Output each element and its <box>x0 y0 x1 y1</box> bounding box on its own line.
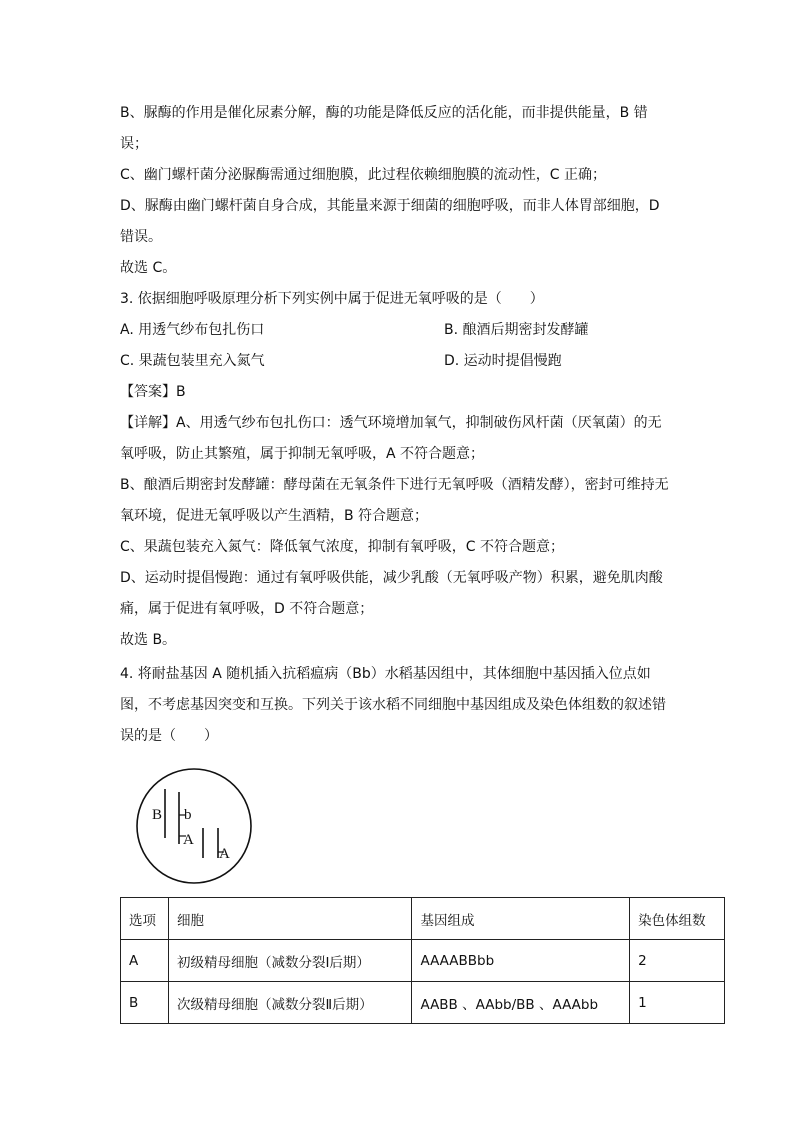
q3-explanation-6: D、运动时提倡慢跑：通过有氧呼吸供能，减少乳酸（无氧呼吸产物）积累，避免肌肉酸 <box>120 570 663 586</box>
chromosome-diagram <box>134 766 254 886</box>
q3-explanation-3: B、酿酒后期密封发酵罐：酵母菌在无氧条件下进行无氧呼吸（酒精发酵），密封可维持无 <box>120 477 669 493</box>
label-A-1: A <box>183 832 194 848</box>
q3-option-b: B. 酿酒后期密封发酵罐 <box>444 322 589 338</box>
q3-explanation-7: 痛，属于促进有氧呼吸，D 不符合题意； <box>120 601 374 617</box>
q3-option-d: D. 运动时提倡慢跑 <box>444 353 562 369</box>
table-row <box>121 982 725 1024</box>
row-a-genotype: AAAABBbb <box>412 940 630 982</box>
row-a-cell: 初级精母细胞（减数分裂Ⅰ后期） <box>168 940 412 982</box>
table-row <box>121 940 725 982</box>
cell-outline <box>137 769 251 883</box>
header-cell: 细胞 <box>168 898 412 940</box>
conclusion-line: 故选 C。 <box>120 260 177 276</box>
options-table <box>120 897 725 1024</box>
q3-explanation-8: 故选 B。 <box>120 632 177 648</box>
q3-answer: 【答案】B <box>120 384 186 400</box>
q3-option-c: C. 果蔬包装里充入氮气 <box>120 353 265 369</box>
table-header-row <box>121 898 725 940</box>
question-3-stem: 3. 依据细胞呼吸原理分析下列实例中属于促进无氧呼吸的是（ ） <box>120 291 544 307</box>
explanation-line-b-1: B、脲酶的作用是催化尿素分解，酶的功能是降低反应的活化能，而非提供能量，B 错 <box>120 105 648 121</box>
header-genotype: 基因组成 <box>412 898 630 940</box>
label-A-2: A <box>219 846 230 862</box>
label-B: B <box>152 807 163 823</box>
explanation-line-c: C、幽门螺杆菌分泌脲酶需通过细胞膜，此过程依赖细胞膜的流动性，C 正确； <box>120 167 606 183</box>
row-b-cell: 次级精母细胞（减数分裂Ⅱ后期） <box>168 982 412 1024</box>
q3-explanation-4: 氧环境，促进无氧呼吸以产生酒精，B 符合题意； <box>120 508 429 524</box>
row-a-chromosome-sets: 2 <box>630 940 725 982</box>
row-b-genotype: AABB 、AAbb/BB 、AAAbb <box>412 982 630 1024</box>
row-b-chromosome-sets: 1 <box>630 982 725 1024</box>
question-4-stem-2: 图，不考虑基因突变和互换。下列关于该水稻不同细胞中基因组成及染色体组数的叙述错 <box>120 697 666 713</box>
label-b: b <box>184 807 192 823</box>
explanation-line-d-2: 错误。 <box>120 229 162 245</box>
row-b-option: B <box>121 982 169 1024</box>
header-chromosome-sets: 染色体组数 <box>630 898 725 940</box>
q3-explanation-1: 【详解】A、用透气纱布包扎伤口：透气环境增加氧气，抑制破伤风杆菌（厌氧菌）的无 <box>120 415 662 431</box>
explanation-line-b-2: 误； <box>120 136 148 152</box>
question-4-stem-1: 4. 将耐盐基因 A 随机插入抗稻瘟病（Bb）水稻基因组中，其体细胞中基因插入位点如 <box>120 666 651 682</box>
q3-explanation-2: 氧呼吸，防止其繁殖，属于抑制无氧呼吸，A 不符合题意； <box>120 446 485 462</box>
row-a-option: A <box>121 940 169 982</box>
q3-explanation-5: C、果蔬包装充入氮气：降低氧气浓度，抑制有氧呼吸，C 不符合题意； <box>120 539 564 555</box>
q3-option-a: A. 用透气纱布包扎伤口 <box>120 322 265 338</box>
explanation-line-d-1: D、脲酶由幽门螺杆菌自身合成，其能量来源于细菌的细胞呼吸，而非人体胃部细胞，D <box>120 198 660 214</box>
question-4-stem-3: 误的是（ ） <box>120 728 218 744</box>
header-option: 选项 <box>121 898 169 940</box>
